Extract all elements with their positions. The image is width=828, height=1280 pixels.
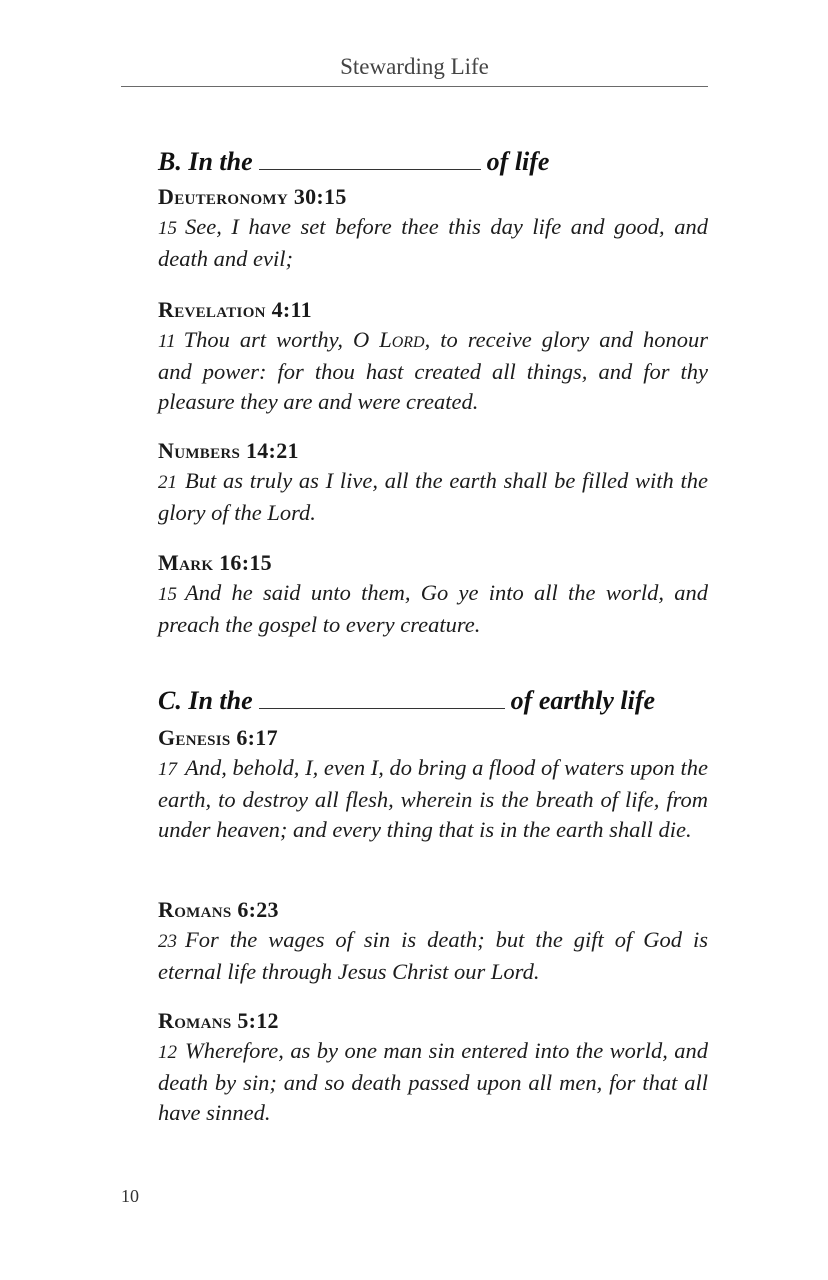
scripture-reference: Deuteronomy 30:15 [158,184,347,209]
verse-number: 15 [158,584,177,605]
verse-body: Wherefore, as by one man sin entered into the world, and death by sin; and so death passed upon all men, for that all have sinned. [158,1038,708,1125]
verse-number: 17 [158,759,177,780]
fill-in-blank-c [259,686,505,709]
verse-text [158,578,708,640]
verse-body: And he said unto them, Go ye into all the world, and preach the gospel to every creature. [158,580,708,637]
verse-number: 15 [158,218,177,239]
scripture-reference: Revelation 4:11 [158,297,312,322]
passage-genesis [158,723,708,845]
lord-small-caps: Lord [379,327,425,352]
section-heading-b [158,146,549,178]
verse-number: 12 [158,1042,177,1063]
fill-in-blank-b [259,147,481,170]
section-heading-c [158,685,655,717]
passage-romans-5 [158,1006,708,1128]
passage-mark [158,548,708,640]
passage-deuteronomy [158,182,708,274]
scripture-reference: Romans 6:23 [158,897,279,922]
verse-number: 23 [158,931,177,952]
passage-numbers [158,436,708,528]
verse-body: See, I have set before thee this day life and good, and death and evil; [158,214,708,271]
scripture-reference: Romans 5:12 [158,1008,279,1033]
page-number: 10 [121,1186,139,1206]
verse-body: For the wages of sin is death; but the gift of God is eternal life through Jesus Christ our Lord. [158,927,708,984]
section-b-suffix: of life [486,147,550,176]
verse-text [158,753,708,845]
section-c-prefix: C. In the [158,686,253,715]
running-head: Stewarding Life [121,52,708,87]
verse-body: But as truly as I live, all the earth shall be filled with the glory of the Lord. [158,468,708,525]
verse-text [158,1036,708,1128]
passage-romans-6 [158,895,708,987]
verse-body-start: Thou art worthy, O [183,327,370,352]
verse-number: 21 [158,472,177,493]
verse-text [158,925,708,987]
scripture-reference: Numbers 14:21 [158,438,299,463]
verse-text [158,325,708,417]
verse-number: 11 [158,331,176,352]
verse-body-end: , to receive glory and honour and power: for thou hast created all things, and for thy pleasure they are and were created. [158,327,708,414]
section-b-prefix: B. In the [158,147,253,176]
verse-text [158,212,708,274]
verse-text [158,466,708,528]
section-c-suffix: of earthly life [510,686,656,715]
passage-revelation [158,295,708,417]
scripture-reference: Mark 16:15 [158,550,272,575]
scripture-reference: Genesis 6:17 [158,725,278,750]
verse-body: And, behold, I, even I, do bring a flood of waters upon the earth, to destroy all flesh, wherein is the breath of life, from under heaven; and every thing that is in the earth shall die. [158,755,708,842]
